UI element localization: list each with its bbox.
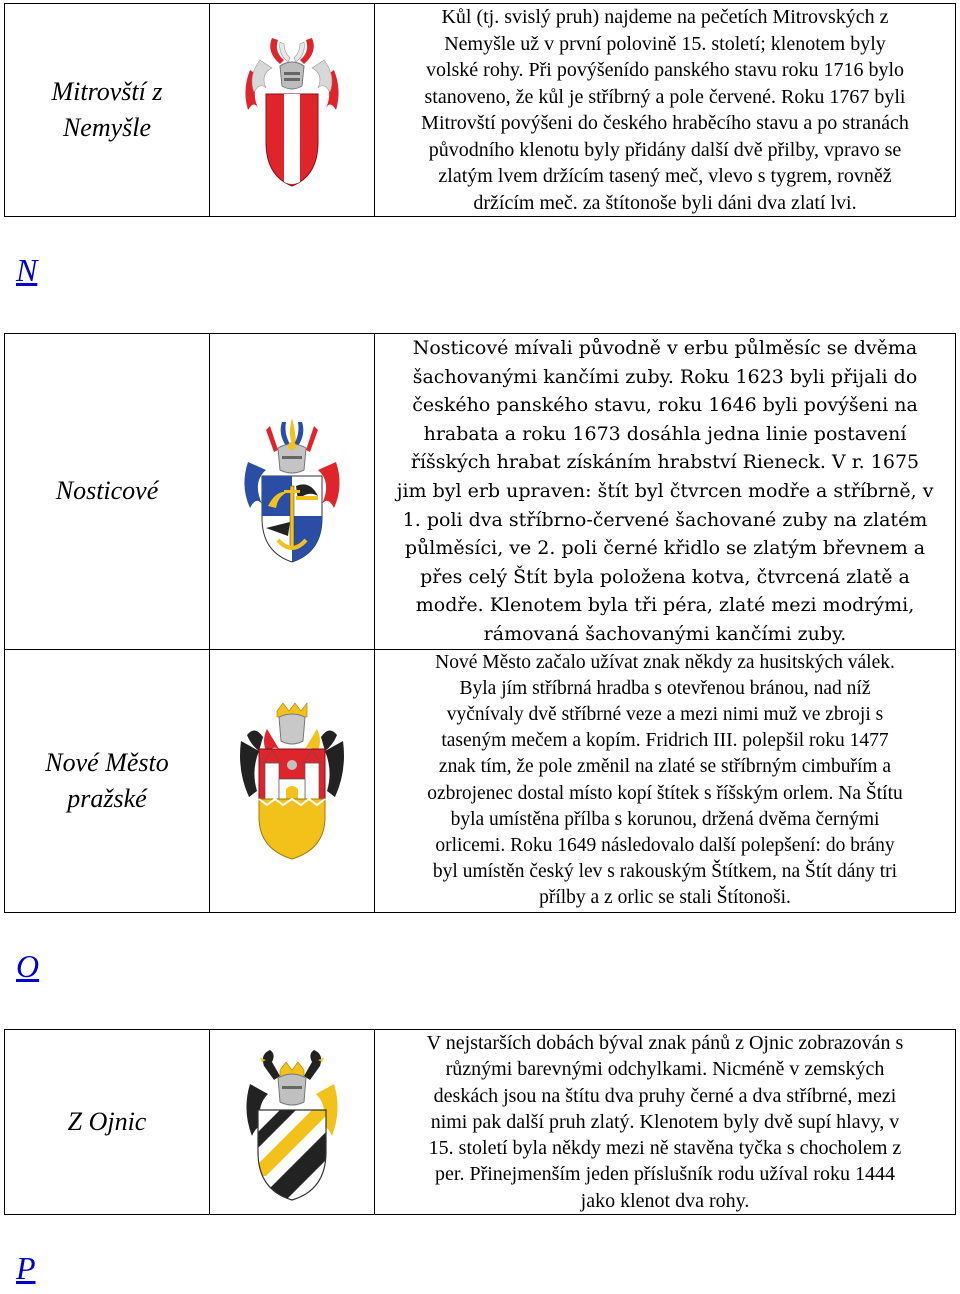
mitrovsky-coat-of-arms <box>240 30 344 190</box>
description-line: zlatým lvem držícím tasený meč, vlevo s tygrem, rovněž <box>438 165 892 187</box>
name-cell <box>5 1030 210 1215</box>
crest-cell <box>210 1030 375 1215</box>
letter-link-p[interactable]: P <box>16 1250 36 1286</box>
description-line: hrabata a roku 1673 dosáhla jedna linie postavení <box>423 422 907 445</box>
name-cell <box>5 4 210 217</box>
family-name: Nosticové <box>55 476 159 506</box>
description-cell <box>375 1030 956 1215</box>
description-line: taseným mečem a kopím. Fridrich III. polepšil roku 1477 <box>441 730 889 752</box>
description-line: Nové Město začalo užívat znak někdy za husitských válek. <box>435 651 895 673</box>
description-line: Kůl (tj. svislý pruh) najdeme na pečetích Mitrovských z <box>441 6 889 28</box>
description-line: rámovaná šachovanými kančími zuby. <box>483 622 847 645</box>
description-line: znak tím, že pole změnil na zlaté se stříbrným cimbuřím a <box>438 756 892 778</box>
description-line: deskách jsou na štítu dva pruhy černé a dva stříbrné, mezi <box>433 1084 897 1107</box>
crest-cell <box>210 649 375 912</box>
description-line: říšských hrabat získáním hrabství Rieneck. V r. 1675 <box>410 451 920 474</box>
letter-link-n[interactable]: N <box>16 252 38 288</box>
description-line: 15. století byla někdy mezi ně stavěna tyčka s chocholem z <box>428 1137 902 1160</box>
description-line: českého panského stavu, roku 1646 byli povýšeni na <box>412 394 918 417</box>
description-line: různými barevnými odchylkami. Nicméně v zemských <box>445 1058 885 1081</box>
table-row <box>5 4 956 217</box>
ojnice-coat-of-arms <box>240 1040 344 1204</box>
description-line: volské rohy. Při povýšenído panského stavu roku 1716 bylo <box>425 59 905 81</box>
description-line: Nemyšle už v první polovině 15. století; klenotem byly <box>444 32 886 55</box>
family-name-line: pražské <box>67 783 147 813</box>
table-row <box>5 649 956 912</box>
description-line: půlměsíci, ve 2. poli černé křidlo se zlatým břevnem a <box>404 537 926 560</box>
description-line: per. Přinejmenším jeden příslušník rodu užíval roku 1444 <box>435 1163 895 1186</box>
name-cell <box>5 334 210 650</box>
description-line: přílby a z orlic se stali Štítonoši. <box>539 887 791 909</box>
crest-cell <box>210 334 375 650</box>
description-line: jako klenot dva rohy. <box>580 1189 750 1212</box>
table-row <box>5 334 956 650</box>
description-line: šachovanými kančími zuby. Roku 1623 byli přijali do <box>412 365 918 388</box>
table-row <box>5 1030 956 1215</box>
family-name-line: Nové Město <box>45 747 169 777</box>
description-line: ozbrojenec dostal místo kopí štítek s říšským orlem. Na Štítu <box>427 782 903 804</box>
family-name: Z Ojnic <box>67 1107 147 1137</box>
description-line: Byla jím stříbrná hradba s otevřenou bránou, nad níž <box>459 677 871 699</box>
description-line: stanoveno, že kůl je stříbrný a pole červené. Roku 1767 byli <box>424 85 906 108</box>
letter-link-o[interactable]: O <box>16 948 40 984</box>
description-line: orlicemi. Roku 1649 následovalo další polepšení: do brány <box>435 834 895 856</box>
table-nostic-nove-mesto <box>4 333 956 913</box>
table-ojnice <box>4 1029 956 1215</box>
description-line: původního klenotu byly přidány další dvě přilby, vpravo se <box>428 138 902 161</box>
description-line: vyčnívaly dvě stříbrné veze a mezi nimi muž ve zbroji s <box>446 703 884 725</box>
description-cell <box>375 334 956 650</box>
description-line: modře. Klenotem byla tři péra, zlaté mezi modrými, <box>415 594 915 617</box>
description-cell <box>375 649 956 912</box>
description-line: držícím meč. za štítonoše byli dáni dva zlatí lvi. <box>473 191 857 214</box>
description-line: Nosticové mívali původně v erbu půlměsíc se dvěma <box>412 337 918 359</box>
nove-mesto-coat-of-arms <box>237 701 347 861</box>
description-line: byla umístěna přílba s korunou, držená dvěma černými <box>450 808 880 830</box>
description-cell <box>375 4 956 217</box>
description-line: přes celý Štít byla položena kotva, čtvrcená zlatě a <box>420 565 910 588</box>
description-line: jim byl erb upraven: štít byl čtvrcen modře a stříbrně, v <box>396 479 934 502</box>
description-line: 1. poli dva stříbrno-červené šachované zuby na zlatém <box>402 508 928 531</box>
description-line: nimi pak další pruh zlatý. Klenotem byly dvě supí hlavy, v <box>430 1110 900 1133</box>
description-line: Mitrovští povýšeni do českého hraběcího stavu a po stranách <box>421 112 909 134</box>
nostic-coat-of-arms <box>240 416 344 566</box>
family-name: Mitrovští z Nemyšle <box>51 77 163 142</box>
table-mitrovsti <box>4 3 956 217</box>
name-cell <box>5 649 210 912</box>
description-line: V nejstarších dobách býval znak pánů z Ojnic zobrazován s <box>426 1032 904 1054</box>
description-line: byl umístěn český lev s rakouským Štítkem, na Štít dány tri <box>432 861 898 883</box>
crest-cell <box>210 4 375 217</box>
